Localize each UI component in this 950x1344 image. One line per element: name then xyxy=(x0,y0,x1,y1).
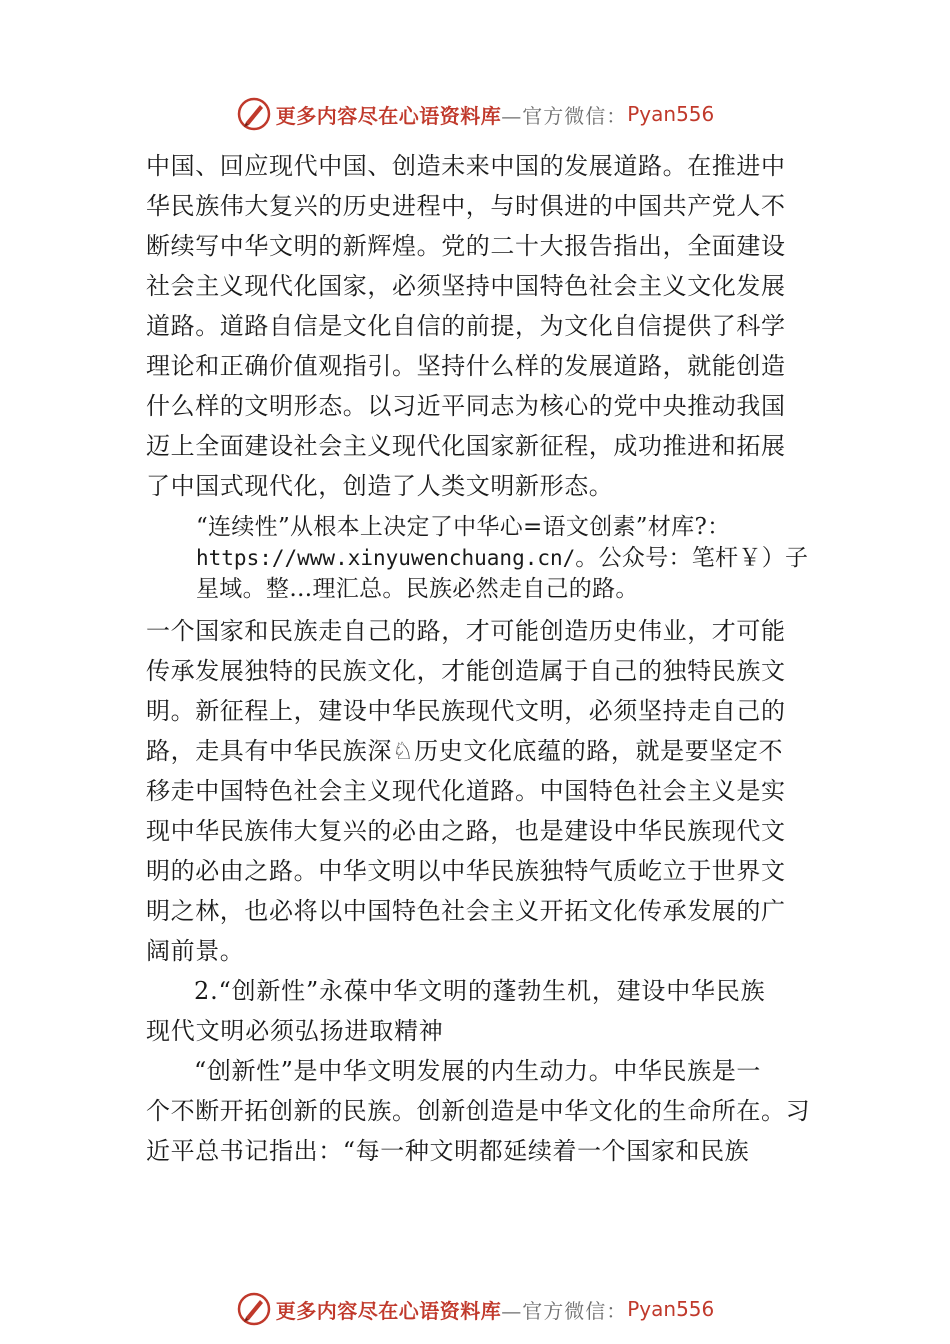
note-line: “连续性”从根本上决定了中华心=语文创素”材库?： xyxy=(196,514,731,540)
header-wechat-label: —官方微信： xyxy=(501,103,628,128)
text-line: 一个国家和民族走自己的路，才可能创造历史伟业，才可能 xyxy=(146,617,786,645)
footer-wechat-label: —官方微信： xyxy=(501,1298,628,1323)
text-line: 理论和正确价值观指引。坚持什么样的发展道路，就能创造 xyxy=(146,352,786,380)
text-line: 了中国式现代化，创造了人类文明新形态。 xyxy=(146,472,614,500)
text-line: 移走中国特色社会主义现代化道路。中国特色社会主义是实 xyxy=(146,777,786,805)
header-banner xyxy=(0,94,950,134)
text-line: 明之林，也必将以中国特色社会主义开拓文化传承发展的广 xyxy=(146,897,786,925)
paragraph-1 xyxy=(146,146,826,506)
header-wechat-id: Pyan556 xyxy=(627,102,715,126)
text-line: “创新性”是中华文明发展的内生动力。中华民族是一 xyxy=(194,1057,761,1085)
heading-line: 现代文明必须弘扬进取精神 xyxy=(146,1017,444,1045)
text-line: 明的必由之路。中华文明以中华民族独特气质屹立于世界文 xyxy=(146,857,786,885)
text-line: 迈上全面建设社会主义现代化国家新征程，成功推进和拓展 xyxy=(146,432,786,460)
text-line: 明。新征程上，建设中华民族现代文明，必须坚持走自己的 xyxy=(146,697,786,725)
section-heading xyxy=(146,971,826,1051)
text-line: 现中华民族伟大复兴的必由之路，也是建设中华民族现代文 xyxy=(146,817,786,845)
note-line: 星域。整…理汇总。民族必然走自己的路。 xyxy=(196,576,639,602)
text-line: 华民族伟大复兴的历史进程中，与时俱进的中国共产党人不 xyxy=(146,192,786,220)
text-line: 个不断开拓创新的民族。创新创造是中华文化的生命所在。习 xyxy=(146,1097,811,1125)
paragraph-2 xyxy=(146,611,826,971)
footer-wechat-id: Pyan556 xyxy=(627,1297,715,1321)
pen-logo-icon xyxy=(236,1291,272,1327)
note-line xyxy=(196,543,826,574)
document-body xyxy=(146,146,826,1171)
footer-brand-text: 更多内容尽在心语资料库 xyxy=(275,1298,502,1323)
text-line: 社会主义现代化国家，必须坚持中国特色社会主义文化发展 xyxy=(146,272,786,300)
text-line: 阔前景。 xyxy=(146,937,245,965)
note-line-rest: 。公众号：笔杆￥）子 xyxy=(575,545,809,571)
text-line: 断续写中华文明的新辉煌。党的二十大报告指出，全面建设 xyxy=(146,232,786,260)
watermark-note xyxy=(146,512,826,605)
heading-line: 2.“创新性”永葆中华文明的蓬勃生机，建设中华民族 xyxy=(194,977,766,1005)
note-url: https://www.xinyuwenchuang.cn/ xyxy=(196,546,576,570)
text-line: 什么样的文明形态。以习近平同志为核心的党中央推动我国 xyxy=(146,392,786,420)
paragraph-3 xyxy=(146,1051,826,1171)
text-line: 路，走具有中华民族深♘历史文化底蕴的路，就是要坚定不 xyxy=(146,737,784,765)
text-line: 近平总书记指出：“每一种文明都延续着一个国家和民族 xyxy=(146,1137,750,1165)
text-line: 道路。道路自信是文化自信的前提，为文化自信提供了科学 xyxy=(146,312,786,340)
text-line: 中国、回应现代中国、创造未来中国的发展道路。在推进中 xyxy=(146,152,786,180)
pen-logo-icon xyxy=(236,96,272,132)
footer-banner xyxy=(0,1289,950,1329)
header-brand-text: 更多内容尽在心语资料库 xyxy=(275,103,502,128)
text-line: 传承发展独特的民族文化，才能创造属于自己的独特民族文 xyxy=(146,657,786,685)
